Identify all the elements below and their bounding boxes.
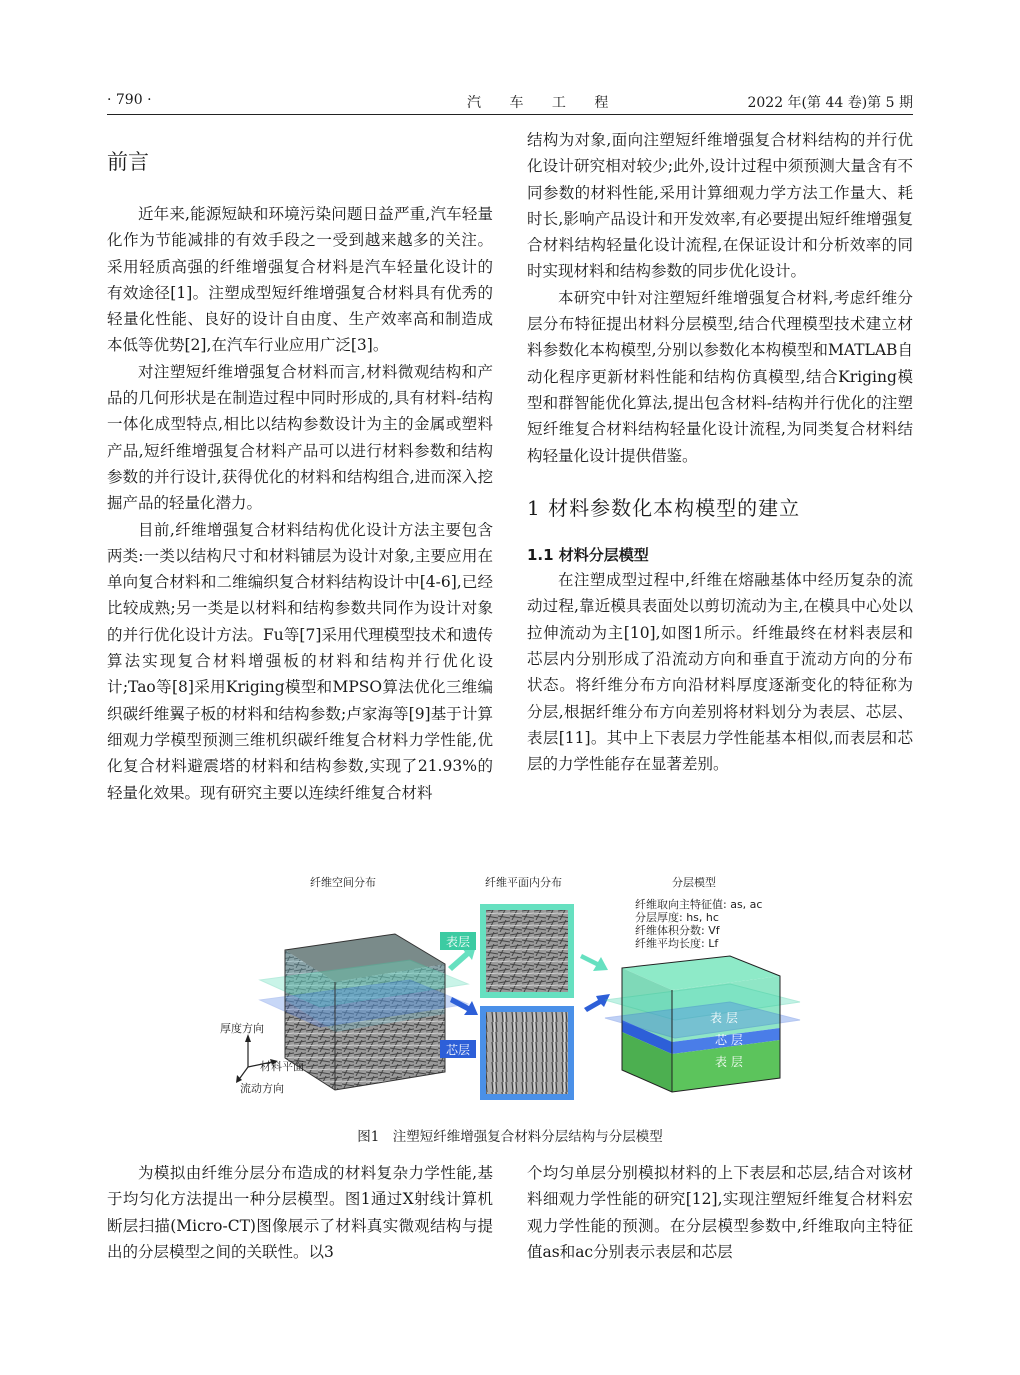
left-column <box>107 127 493 806</box>
bullet-item: 分层厚度: hs, hc <box>635 911 719 924</box>
figure-caption: 图1 注塑短纤维增强复合材料分层结构与分层模型 <box>357 1129 663 1145</box>
inplane-surface-image <box>486 910 568 992</box>
issue-info: 2022 年(第 44 卷)第 5 期 <box>747 95 913 111</box>
section-heading-1: 1 材料参数化本构模型的建立 <box>527 495 801 520</box>
tag-surface: 表层 <box>446 935 471 949</box>
section-title-preface: 前言 <box>107 150 149 174</box>
cube-label-surface-top: 表 层 <box>710 1011 738 1025</box>
page-number: · 790 · <box>107 92 152 108</box>
bullet-item: 纤维体积分数: Vf <box>635 924 720 937</box>
paragraph: 目前,纤维增强复合材料结构优化设计方法主要包含两类:一类以结构尺寸和材料铺层为设计对象,主要应用在单向复合材料和二维编织复合材料结构设计中[4-6],已经比较成熟;另一类是以材料和结构参数共同作为设计对象的并行优化设计方法。Fu等[7]采用代理模型技术和遗传算法实现复合材料增强板的材料和结构并行优化设计;Tao等[8]采用Kriging模型和MPSO算法优化三维编织碳纤维翼子板的材料和结构参数;卢家海等[9]基于计算细观力学模型预测三维机织碳纤维复合材料力学性能,优化复合材料避震塔的材料和结构参数,实现了21.93%的轻量化效果。现有研究主要以连续纤维复合材料 <box>107 520 493 802</box>
axis-thickness: 厚度方向 <box>220 1022 264 1035</box>
axis-flow: 流动方向 <box>240 1082 284 1095</box>
journal-name: 汽 车 工 程 <box>467 95 621 111</box>
label-layer-model: 分层模型 <box>672 876 716 889</box>
paragraph: 个均匀单层分别模拟材料的上下表层和芯层,结合对该材料细观力学性能的研究[12],实现注塑短纤维复合材料宏观力学性能的预测。在分层模型参数中,纤维取向主特征值as和ac分别表示表层和芯层 <box>527 1164 913 1261</box>
bottom-left-text <box>107 1160 493 1265</box>
parameter-list <box>635 897 762 950</box>
cube-label-core: 芯 层 <box>715 1033 743 1047</box>
figure-1 <box>210 872 810 1104</box>
label-spatial: 纤维空间分布 <box>310 876 376 889</box>
bullet-item: 纤维平均长度: Lf <box>635 937 719 950</box>
layer-model-cube <box>605 956 800 1092</box>
inplane-core-image <box>486 1012 568 1094</box>
axis-plane: 材料平面 <box>260 1060 304 1073</box>
label-inplane: 纤维平面内分布 <box>485 876 562 889</box>
paragraph: 本研究中针对注塑短纤维增强复合材料,考虑纤维分层分布特征提出材料分层模型,结合代理模型技术建立材料参数化本构模型,分别以参数化本构模型和MATLAB自动化程序更新材料性能和结构仿真模型,结合Kriging模型和群智能优化算法,提出包含材料-结构并行优化的注塑短纤维复合材料结构轻量化设计流程,为同类复合材料结构轻量化设计提供借鉴。 <box>527 288 913 465</box>
right-column <box>527 127 913 778</box>
paragraph: 对注塑短纤维增强复合材料而言,材料微观结构和产品的几何形状是在制造过程中同时形成的,具有材料-结构一体化成型特点,相比以结构参数设计为主的金属或塑料产品,短纤维增强复合材料产品可以进行材料参数和结构参数的并行设计,获得优化的材料和结构组合,进而深入挖掘产品的轻量化潜力。 <box>107 362 493 513</box>
subsection-heading-1-1: 1.1 材料分层模型 <box>527 546 649 565</box>
paragraph: 近年来,能源短缺和环境污染问题日益严重,汽车轻量化作为节能减排的有效手段之一受到越来越多的关注。采用轻质高强的纤维增强复合材料是汽车轻量化设计的有效途径[1]。注塑成型短纤维增强复合材料具有优秀的轻量化性能、良好的设计自由度、生产效率高和制造成本低等优势[2],在汽车行业应用广泛[3]。 <box>107 205 493 355</box>
paragraph: 结构为对象,面向注塑短纤维增强复合材料结构的并行优化设计研究相对较少;此外,设计过程中须预测大量含有不同参数的材料性能,采用计算细观力学方法工作量大、耗时长,影响产品设计和开发效率,有必要提出短纤维增强复合材料结构轻量化设计流程,在保证设计和分析效率的同时实现材料和结构参数的同步优化设计。 <box>527 131 913 281</box>
cube-label-surface-bottom: 表 层 <box>715 1055 743 1069</box>
paragraph: 为模拟由纤维分层分布造成的材料复杂力学性能,基于均匀化方法提出一种分层模型。图1通过X射线计算机断层扫描(Micro-CT)图像展示了材料真实微观结构与提出的分层模型之间的关联性。以3 <box>107 1164 493 1261</box>
bullet-item: 纤维取向主特征值: as, ac <box>635 898 763 911</box>
bottom-right-text <box>527 1160 913 1265</box>
tag-core: 芯层 <box>446 1043 471 1057</box>
paragraph: 在注塑成型过程中,纤维在熔融基体中经历复杂的流动过程,靠近模具表面处以剪切流动为主,在模具中心处以拉伸流动为主[10],如图1所示。纤维最终在材料表层和芯层内分别形成了沿流动方向和垂直于流动方向的分布状态。将纤维分布方向沿材料厚度逐渐变化的特征称为分层,根据纤维分布方向差别将材料划分为表层、芯层、表层[11]。其中上下表层力学性能基本相似,而表层和芯层的力学性能存在显著差别。 <box>527 571 913 774</box>
running-header <box>107 88 913 115</box>
